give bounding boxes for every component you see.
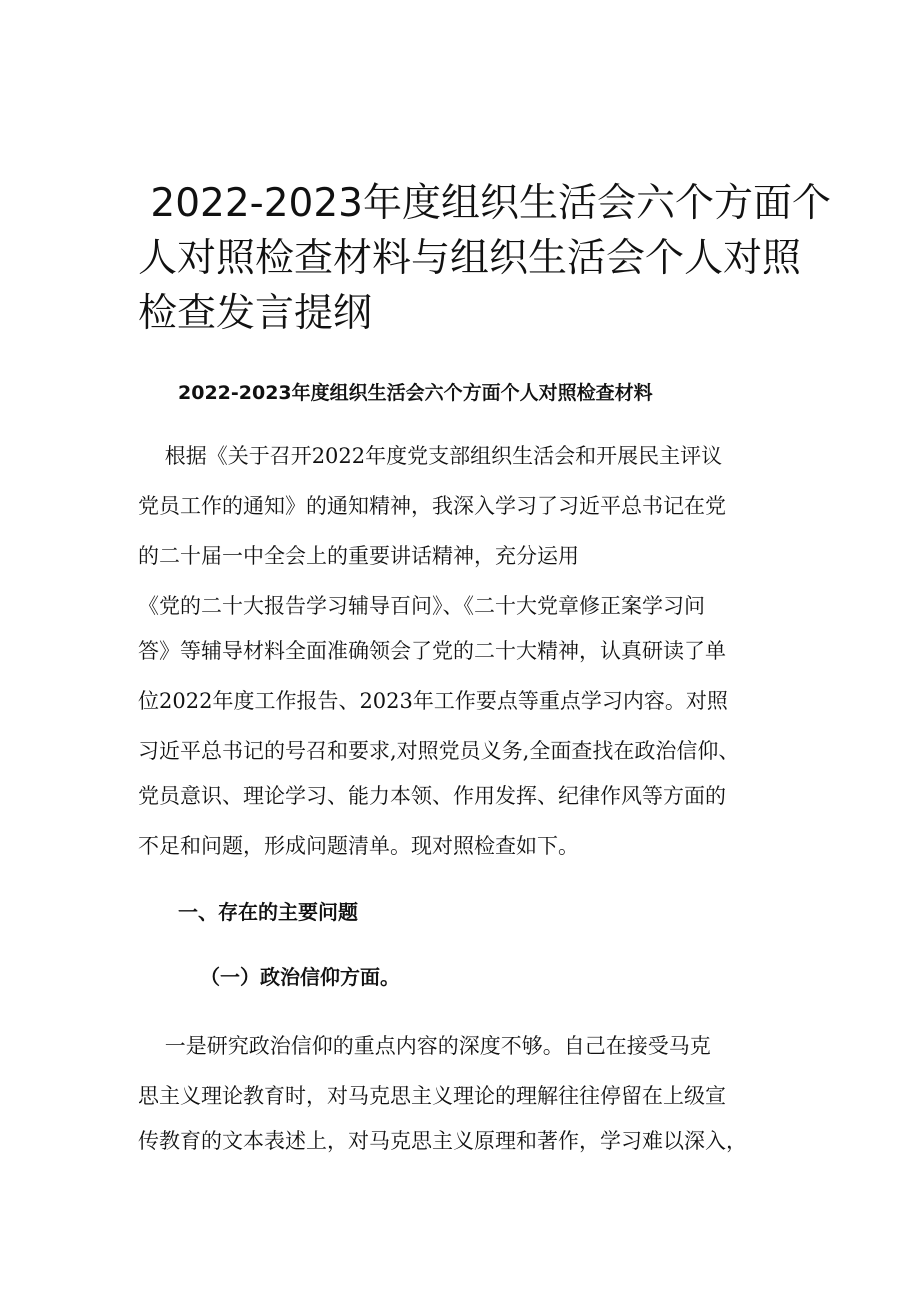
intro-line: 的二十届一中全会上的重要讲话精神，充分运用 <box>138 544 579 568</box>
body-line: 一是研究政治信仰的重点内容的深度不够。自己在接受马克 <box>138 1034 711 1058</box>
document-subtitle: 2022-2023年度组织生活会六个方面个人对照检查材料 <box>178 382 653 404</box>
document-title <box>138 176 831 341</box>
title-line: 人对照检查材料与组织生活会个人对照 <box>138 236 802 281</box>
subsection-heading: （一）政治信仰方面。 <box>200 965 400 989</box>
intro-line: 党员工作的通知》的通知精神，我深入学习了习近平总书记在党 <box>138 494 726 518</box>
body-line: 思主义理论教育时，对马克思主义理论的理解往往停留在上级宣 <box>138 1084 726 1108</box>
section-heading: 一、存在的主要问题 <box>178 900 358 924</box>
intro-line: 习近平总书记的号召和要求,对照党员义务,全面查找在政治信仰、 <box>138 739 740 763</box>
intro-line: 不足和问题，形成问题清单。现对照检查如下。 <box>138 834 579 858</box>
body-line: 传教育的文本表述上，对马克思主义原理和著作，学习难以深入， <box>138 1129 747 1153</box>
title-line: 2022-2023年度组织生活会六个方面个 <box>138 181 831 226</box>
intro-line: 位2022年度工作报告、2023年工作要点等重点学习内容。对照 <box>138 689 728 713</box>
title-line: 检查发言提纲 <box>138 291 373 336</box>
intro-line: 《党的二十大报告学习辅导百问》、《二十大党章修正案学习问 <box>138 594 705 618</box>
intro-line: 党员意识、理论学习、能力本领、作用发挥、纪律作风等方面的 <box>138 784 726 808</box>
intro-line: 根据《关于召开2022年度党支部组织生活会和开展民主评议 <box>138 444 723 468</box>
intro-line: 答》等辅导材料全面准确领会了党的二十大精神，认真研读了单 <box>138 639 726 663</box>
